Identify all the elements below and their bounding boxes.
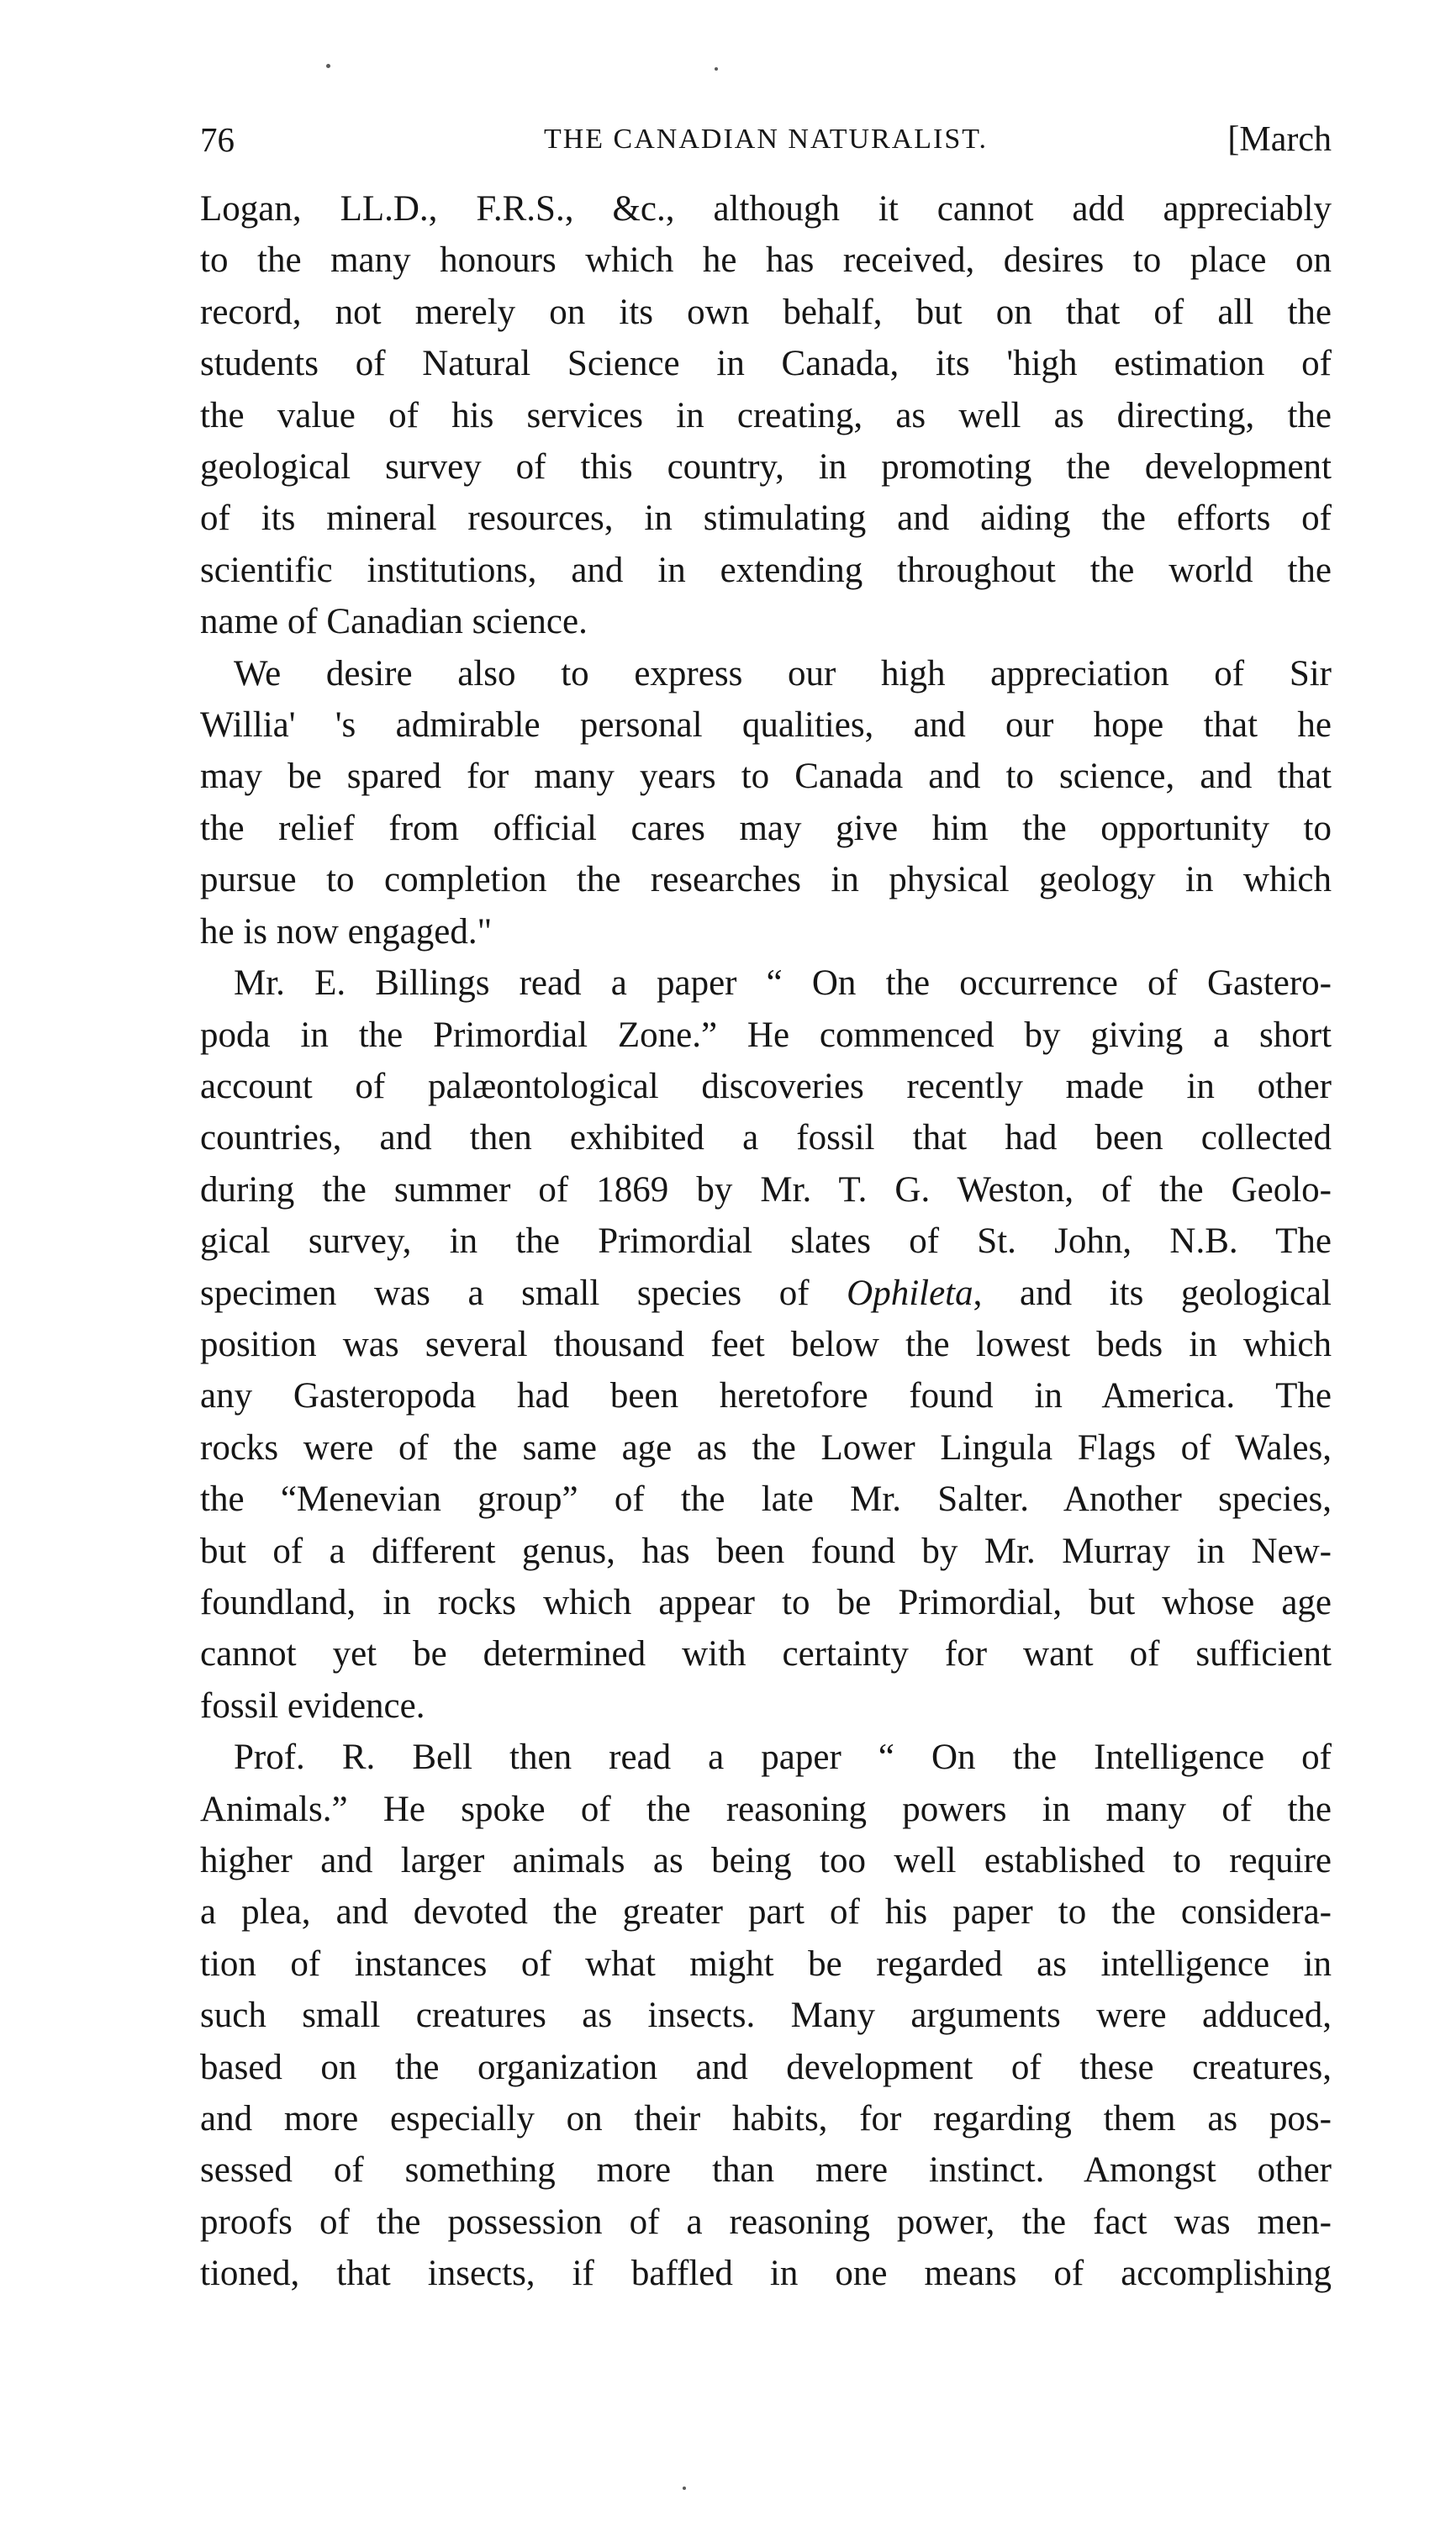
text-line: the “Menevian group” of the late Mr. Salter. Another species, xyxy=(200,1479,1332,1520)
text-line: We desire also to express our high appreciation of Sir xyxy=(234,653,1332,694)
text-line: name of Canadian science. xyxy=(200,602,588,642)
text-line xyxy=(200,1268,1332,1319)
text-line: but of a different genus, has been found by Mr. Murray in New- xyxy=(200,1531,1332,1571)
text-line: Mr. E. Billings read a paper “ On the occurrence of Gastero- xyxy=(234,963,1332,1004)
text-line: and more especially on their habits, for regarding them as pos- xyxy=(200,2099,1332,2139)
page-number: 76 xyxy=(200,120,235,159)
text-line: Animals.” He spoke of the reasoning powers in many of the xyxy=(200,1789,1332,1829)
text-line: countries, and then exhibited a fossil that had been collected xyxy=(200,1118,1332,1158)
text-line: any Gasteropoda had been heretofore found in America. The xyxy=(200,1376,1332,1416)
text-line: rocks were of the same age as the Lower Lingula Flags of Wales, xyxy=(200,1427,1332,1468)
text-line: such small creatures as insects. Many arguments were adduced, xyxy=(200,1996,1332,2036)
paper-speck xyxy=(715,67,718,71)
text-line: pursue to completion the researches in physical geology in which xyxy=(200,860,1332,900)
issue-month: [March xyxy=(1227,120,1332,159)
text-line: fossil evidence. xyxy=(200,1685,425,1726)
text-line: position was several thousand feet below the lowest beds in which xyxy=(200,1324,1332,1364)
text-line: tioned, that insects, if baffled in one means of accomplishing xyxy=(200,2254,1332,2294)
paper-speck xyxy=(683,2487,686,2490)
body-text xyxy=(200,183,1332,2300)
text-line: a plea, and devoted the greater part of his paper to the considera- xyxy=(200,1892,1332,1933)
text-segment: specimen was a small species of xyxy=(200,1273,847,1313)
text-line: Logan, LL.D., F.R.S., &c., although it cannot add appreciably xyxy=(200,189,1332,229)
journal-title: THE CANADIAN NATURALIST. xyxy=(543,124,989,155)
text-line: foundland, in rocks which appear to be Primordial, but whose age xyxy=(200,1582,1332,1622)
text-line: tion of instances of what might be regarded as intelligence in xyxy=(200,1943,1332,1984)
text-line: proofs of the possession of a reasoning power, the fact was men- xyxy=(200,2202,1332,2242)
text-line: of its mineral resources, in stimulating and aiding the efforts of xyxy=(200,498,1332,539)
text-line: the relief from official cares may give him the opportunity to xyxy=(200,808,1332,848)
text-line: during the summer of 1869 by Mr. T. G. Weston, of the Geolo- xyxy=(200,1169,1332,1210)
text-line: students of Natural Science in Canada, its 'high estimation of xyxy=(200,344,1332,384)
text-line: cannot yet be determined with certainty for want of sufficient xyxy=(200,1634,1332,1674)
text-line: poda in the Primordial Zone.” He commenced by giving a short xyxy=(200,1015,1332,1055)
text-line: gical survey, in the Primordial slates of St. John, N.B. The xyxy=(200,1221,1332,1262)
text-line: Prof. R. Bell then read a paper “ On the Intelligence of xyxy=(234,1738,1332,1778)
genus-name: Ophileta xyxy=(847,1273,973,1313)
paper-speck xyxy=(326,64,330,68)
text-line: the value of his services in creating, as well as directing, the xyxy=(200,395,1332,435)
text-line: may be spared for many years to Canada and to science, and that xyxy=(200,757,1332,797)
text-line: sessed of something more than mere instinct. Amongst other xyxy=(200,2150,1332,2191)
text-line: geological survey of this country, in promoting the development xyxy=(200,447,1332,488)
running-header xyxy=(200,114,1332,165)
text-line: account of palæontological discoveries recently made in other xyxy=(200,1066,1332,1106)
text-line: higher and larger animals as being too well established to require xyxy=(200,1841,1332,1880)
text-line: he is now engaged." xyxy=(200,911,493,952)
text-segment: , and its geological xyxy=(973,1273,1332,1313)
text-line: based on the organization and development of these creatures, xyxy=(200,2047,1332,2087)
text-line: to the many honours which he has received, desires to place on xyxy=(200,240,1332,281)
text-line: record, not merely on its own behalf, but on that of all the xyxy=(200,292,1332,332)
text-line: Willia' 's admirable personal qualities, and our hope that he xyxy=(200,705,1332,746)
text-line: scientific institutions, and in extending throughout the world the xyxy=(200,550,1332,590)
